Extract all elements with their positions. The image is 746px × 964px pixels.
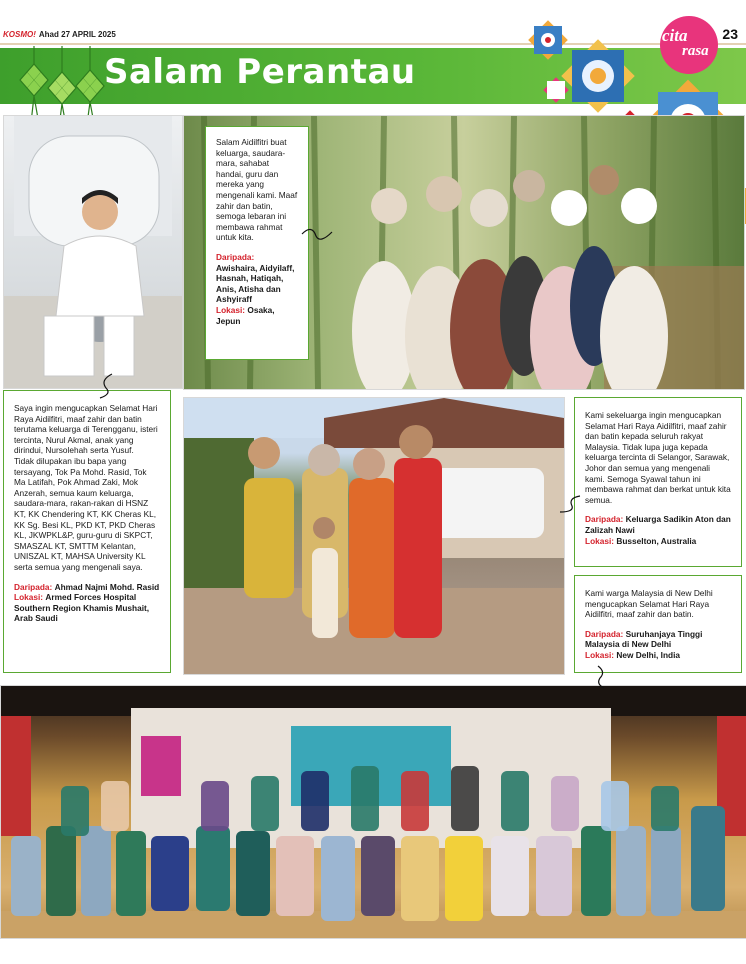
message-body: Saya ingin mengucapkan Selamat Hari Raya Aidilfitri, maaf zahir dan batin terutama keluarga di Terengganu, isteri tercinta, Nurul Akmal, anak yang dirindui, Nursolehah serta Yusuf. xyxy=(14,403,158,456)
location-label: Lokasi: xyxy=(14,592,44,603)
from-names: Keluarga Sadikin Aton dan Zalizah Nawi xyxy=(585,514,731,535)
from-label: Daripada: xyxy=(585,514,624,525)
from-names: Awishaira, Aidyilaff, Hasnah, Hatiqah, Anis, Atisha dan Ashyiraff xyxy=(216,262,295,305)
logo-word-2: rasa xyxy=(682,43,709,59)
location-value: New Delhi, India xyxy=(616,649,680,660)
message-osaka xyxy=(205,126,309,360)
location-label: Lokasi: xyxy=(585,649,615,660)
from-label: Daripada: xyxy=(216,251,255,262)
location-value: Osaka, Jepun xyxy=(216,304,275,326)
message-body: Kami warga Malaysia di New Delhi mengucapkan Selamat Hari Raya Aidilfitri, maaf zahir dan batin. xyxy=(585,588,713,620)
message-arab-saudi xyxy=(3,390,171,673)
message-new-delhi xyxy=(574,575,742,673)
photo-busselton-illustration xyxy=(184,398,564,674)
banner-title: Salam Perantau xyxy=(104,52,416,92)
message-body-continued: Tidak dilupakan ibu bapa yang tersayang, Tok Pa Mohd. Rasid, Tok Ma Latifah, Pok Ahmad Zaki, Mok Anzerah, semua kaum keluarga, saudara-mara, rakan-rakan di HSNZ KT, KK Chendering KT, KK Cheras KL, KK Sg. Besi KL, PKD KT, PKD Cheras KL, JKWPKL&P, guru-guru di SKPCT, SMASZAL KT, SMTTM Kelantan, UNISZAL KT, MAHSA University KL serta semua yang mengenali saya. xyxy=(14,455,157,572)
from-label: Daripada: xyxy=(14,581,53,592)
location-value: Armed Forces Hospital Southern Region Khamis Mushait, Arab Saudi xyxy=(14,592,150,624)
from-label: Daripada: xyxy=(585,628,624,639)
photo-new-delhi-illustration xyxy=(1,686,746,938)
issue-date: Ahad 27 APRIL 2025 xyxy=(38,30,116,39)
message-busselton xyxy=(574,397,742,567)
connector-squiggle-icon xyxy=(300,222,334,246)
brand-name: KOSMO! xyxy=(3,30,36,39)
photo-new-delhi-group xyxy=(0,685,746,939)
location-value: Busselton, Australia xyxy=(616,535,697,546)
connector-squiggle-icon xyxy=(556,492,582,516)
photo-busselton-family xyxy=(183,397,565,675)
photo-doctor xyxy=(3,115,183,389)
photo-doctor-illustration xyxy=(4,116,182,388)
page-number: 23 xyxy=(722,26,738,42)
masthead xyxy=(3,30,116,39)
connector-squiggle-icon xyxy=(92,372,122,400)
location-label: Lokasi: xyxy=(585,535,615,546)
message-body: Salam Aidilfitri buat keluarga, saudara-mara, sahabat handai, guru dan mereka yang mengenali kami. Maaf zahir dan batin, semoga lebaran ini membawa rahmat untuk kita. xyxy=(216,137,298,243)
section-logo xyxy=(660,16,718,74)
logo-word-1: cita xyxy=(662,26,688,45)
connector-squiggle-icon xyxy=(592,664,612,690)
from-names: Ahmad Najmi Mohd. Rasid xyxy=(54,581,160,592)
message-body: Kami sekeluarga ingin mengucapkan Selamat Hari Raya Aidilfitri, maaf zahir dan batin kepada seluruh rakyat Malaysia. Tidak lupa juga kepada keluarga tercinta di Selangor, Sarawak, Johor dan semua yang mengenali kami. Semoga Syawal tahun ini membawa rahmat dan berkat untuk kita semua. xyxy=(585,410,731,505)
location-label: Lokasi: xyxy=(216,304,246,315)
from-names: Suruhanjaya Tinggi Malaysia di New Delhi xyxy=(585,628,703,650)
